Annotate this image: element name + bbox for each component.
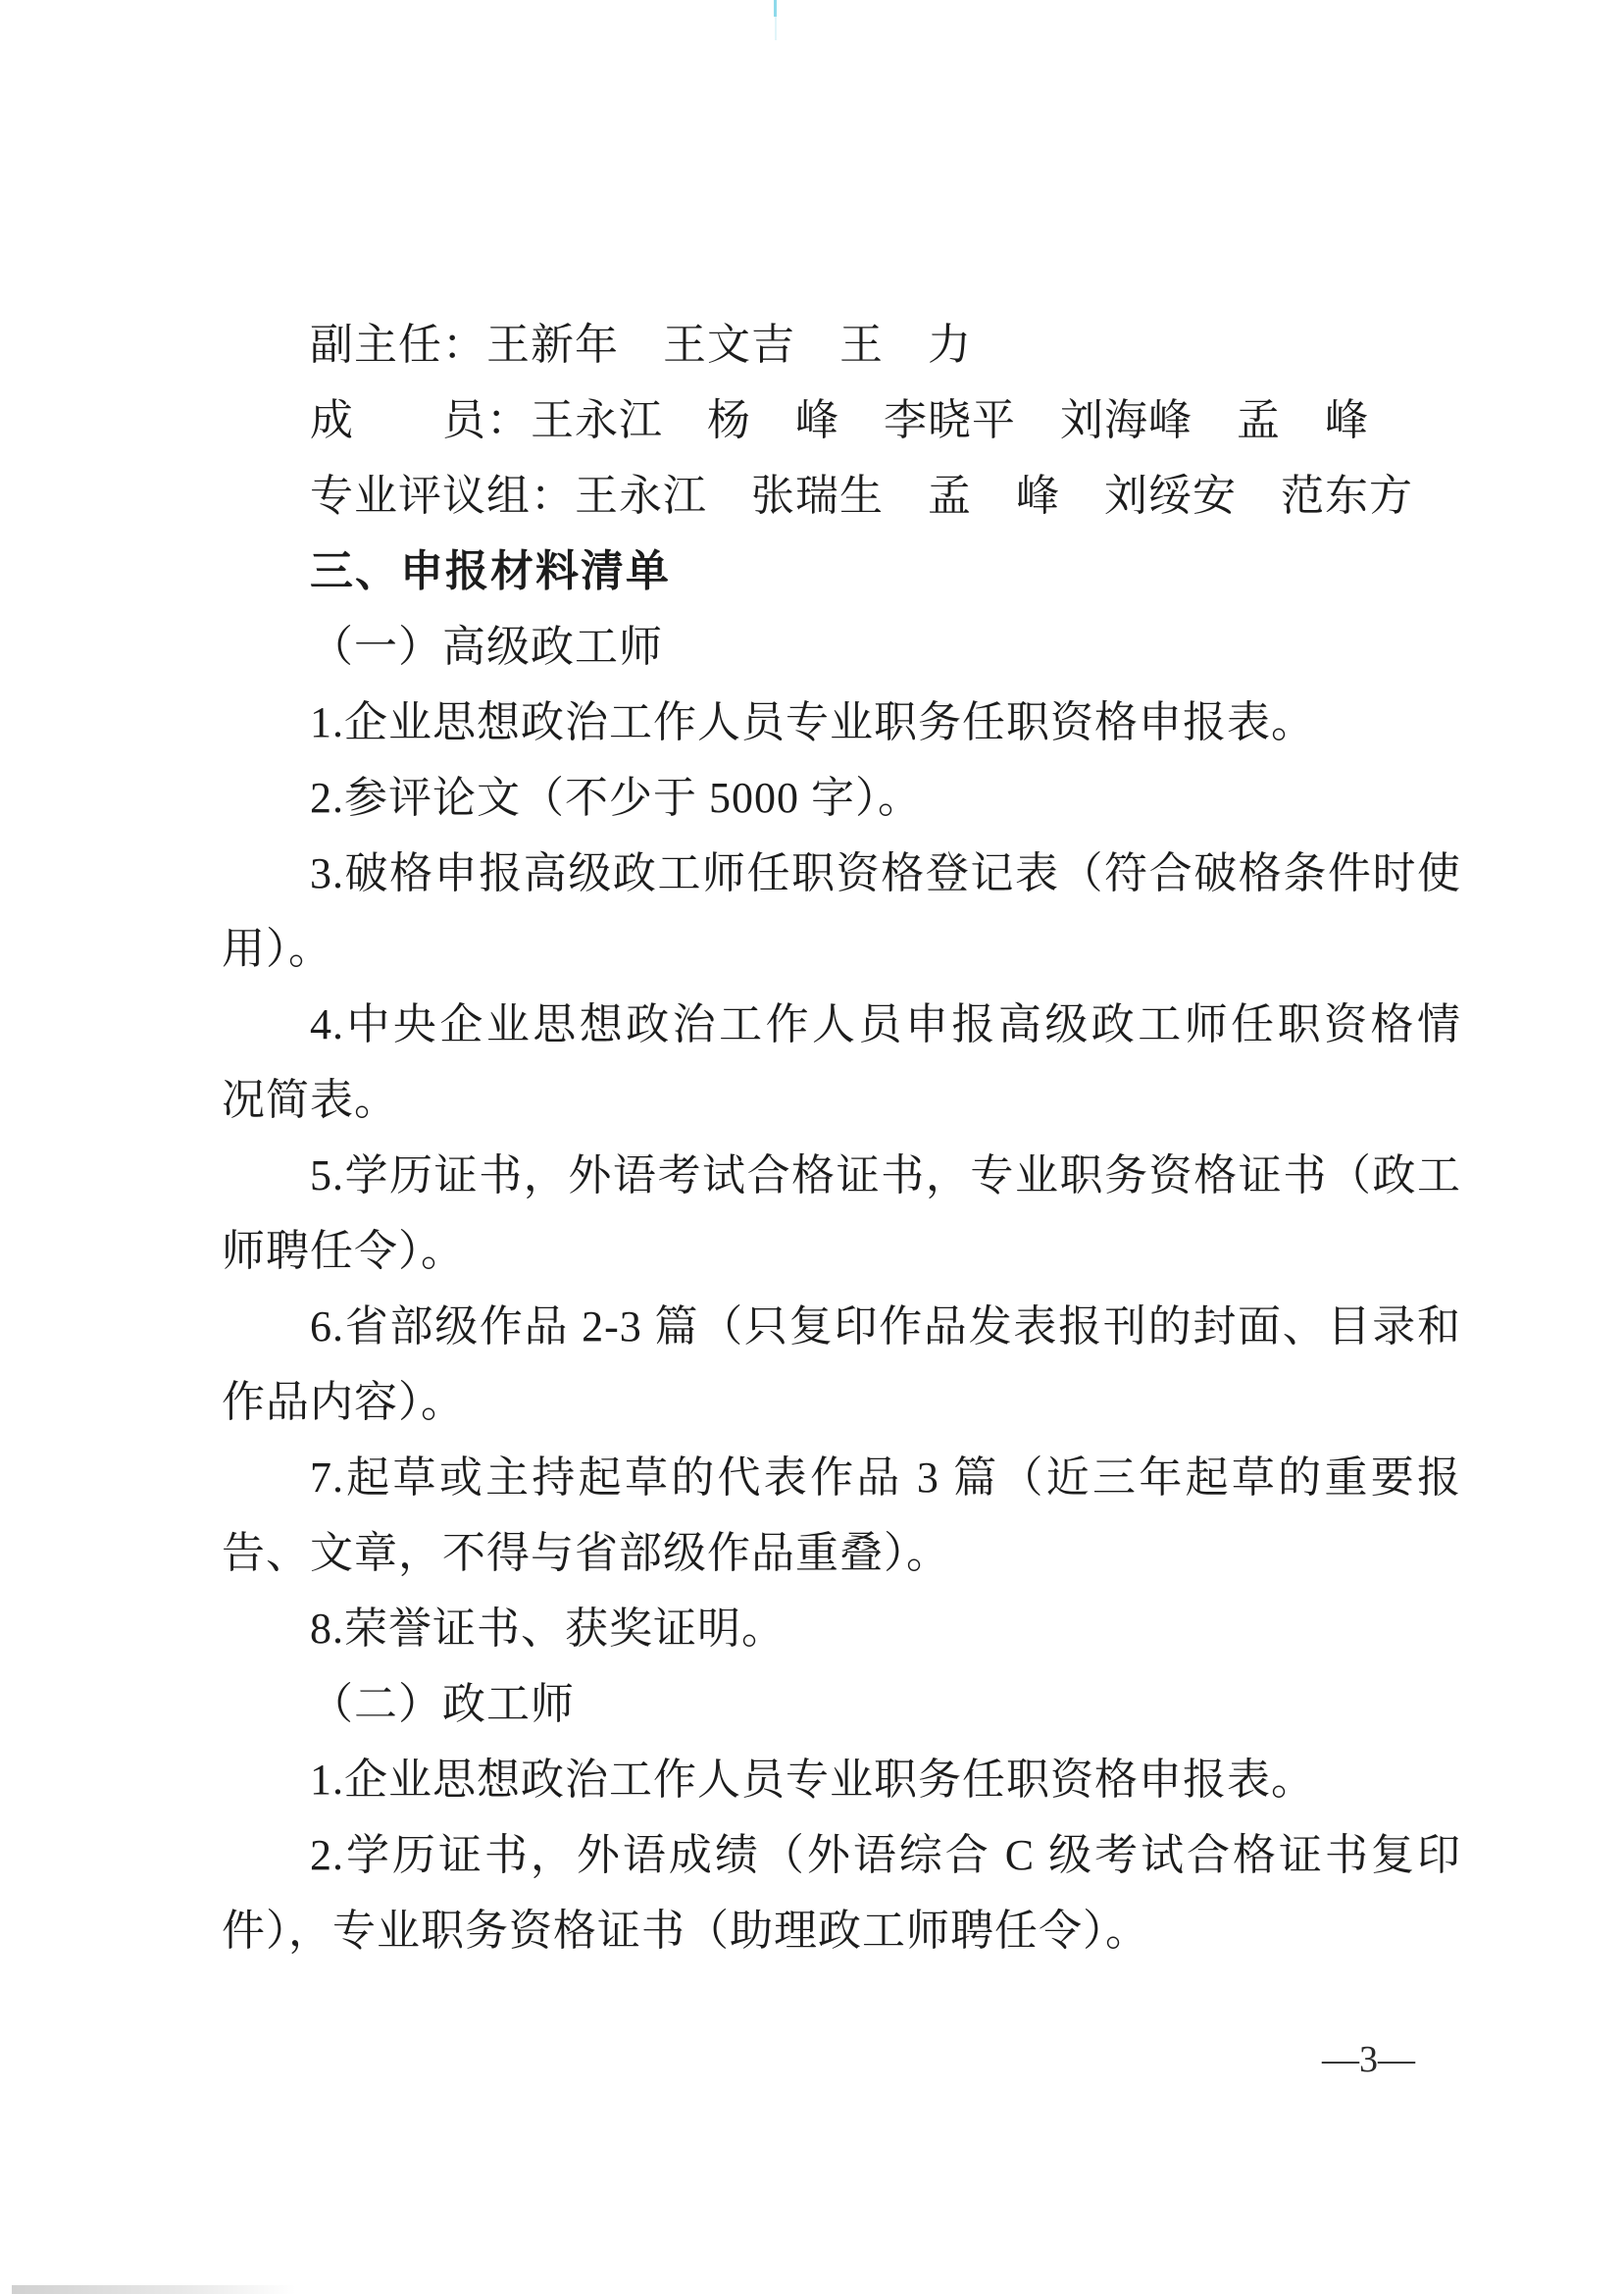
scan-artifact-bottom-smudge [12, 2285, 296, 2294]
subsection-engineer-title: （二）政工师 [310, 1680, 575, 1728]
senior-item-7-line-1: 7.起草或主持起草的代表作品 3 篇（近三年起草的重要报 [310, 1453, 1461, 1502]
senior-item-8: 8.荣誉证书、获奖证明。 [310, 1605, 786, 1653]
engineer-item-2-line-2: 件），专业职务资格证书（助理政工师聘任令）。 [222, 1907, 1149, 1955]
engineer-item-2-line-1: 2.学历证书，外语成绩（外语综合 C 级考试合格证书复印 [310, 1831, 1461, 1879]
page-number: —3— [1322, 2039, 1415, 2080]
senior-item-6-line-2: 作品内容）。 [222, 1378, 465, 1426]
document-body [222, 307, 1461, 1968]
review-panel-line: 专业评议组：王永江 张瑞生 孟 峰 刘绥安 范东方 [310, 472, 1413, 520]
engineer-item-1: 1.企业思想政治工作人员专业职务任职资格申报表。 [310, 1756, 1315, 1804]
senior-item-4-line-1: 4.中央企业思想政治工作人员申报高级政工师任职资格情 [310, 1000, 1461, 1048]
scan-artifact-top-tick-tail [775, 17, 777, 40]
senior-item-5-line-1: 5.学历证书，外语考试合格证书，专业职务资格证书（政工 [310, 1151, 1461, 1199]
senior-item-3-line-1: 3.破格申报高级政工师任职资格登记表（符合破格条件时使 [310, 849, 1461, 897]
deputy-directors-line: 副主任：王新年 王文吉 王 力 [310, 321, 972, 369]
scan-artifact-top-tick [774, 0, 777, 17]
senior-item-4-line-2: 况简表。 [222, 1076, 398, 1124]
members-line: 成 员：王永江 杨 峰 李晓平 刘海峰 孟 峰 [310, 396, 1369, 444]
senior-item-5-line-2: 师聘任令）。 [222, 1227, 465, 1275]
subsection-senior-title: （一）高级政工师 [310, 623, 663, 671]
senior-item-7-line-2: 告、文章，不得与省部级作品重叠）。 [222, 1529, 950, 1577]
senior-item-1: 1.企业思想政治工作人员专业职务任职资格申报表。 [310, 698, 1315, 746]
senior-item-6-line-1: 6.省部级作品 2-3 篇（只复印作品发表报刊的封面、目录和 [310, 1302, 1461, 1351]
senior-item-2: 2.参评论文（不少于 5000 字）。 [310, 774, 922, 822]
section-heading-materials-list: 三、申报材料清单 [310, 547, 671, 595]
senior-item-3-line-2: 用）。 [222, 925, 332, 973]
